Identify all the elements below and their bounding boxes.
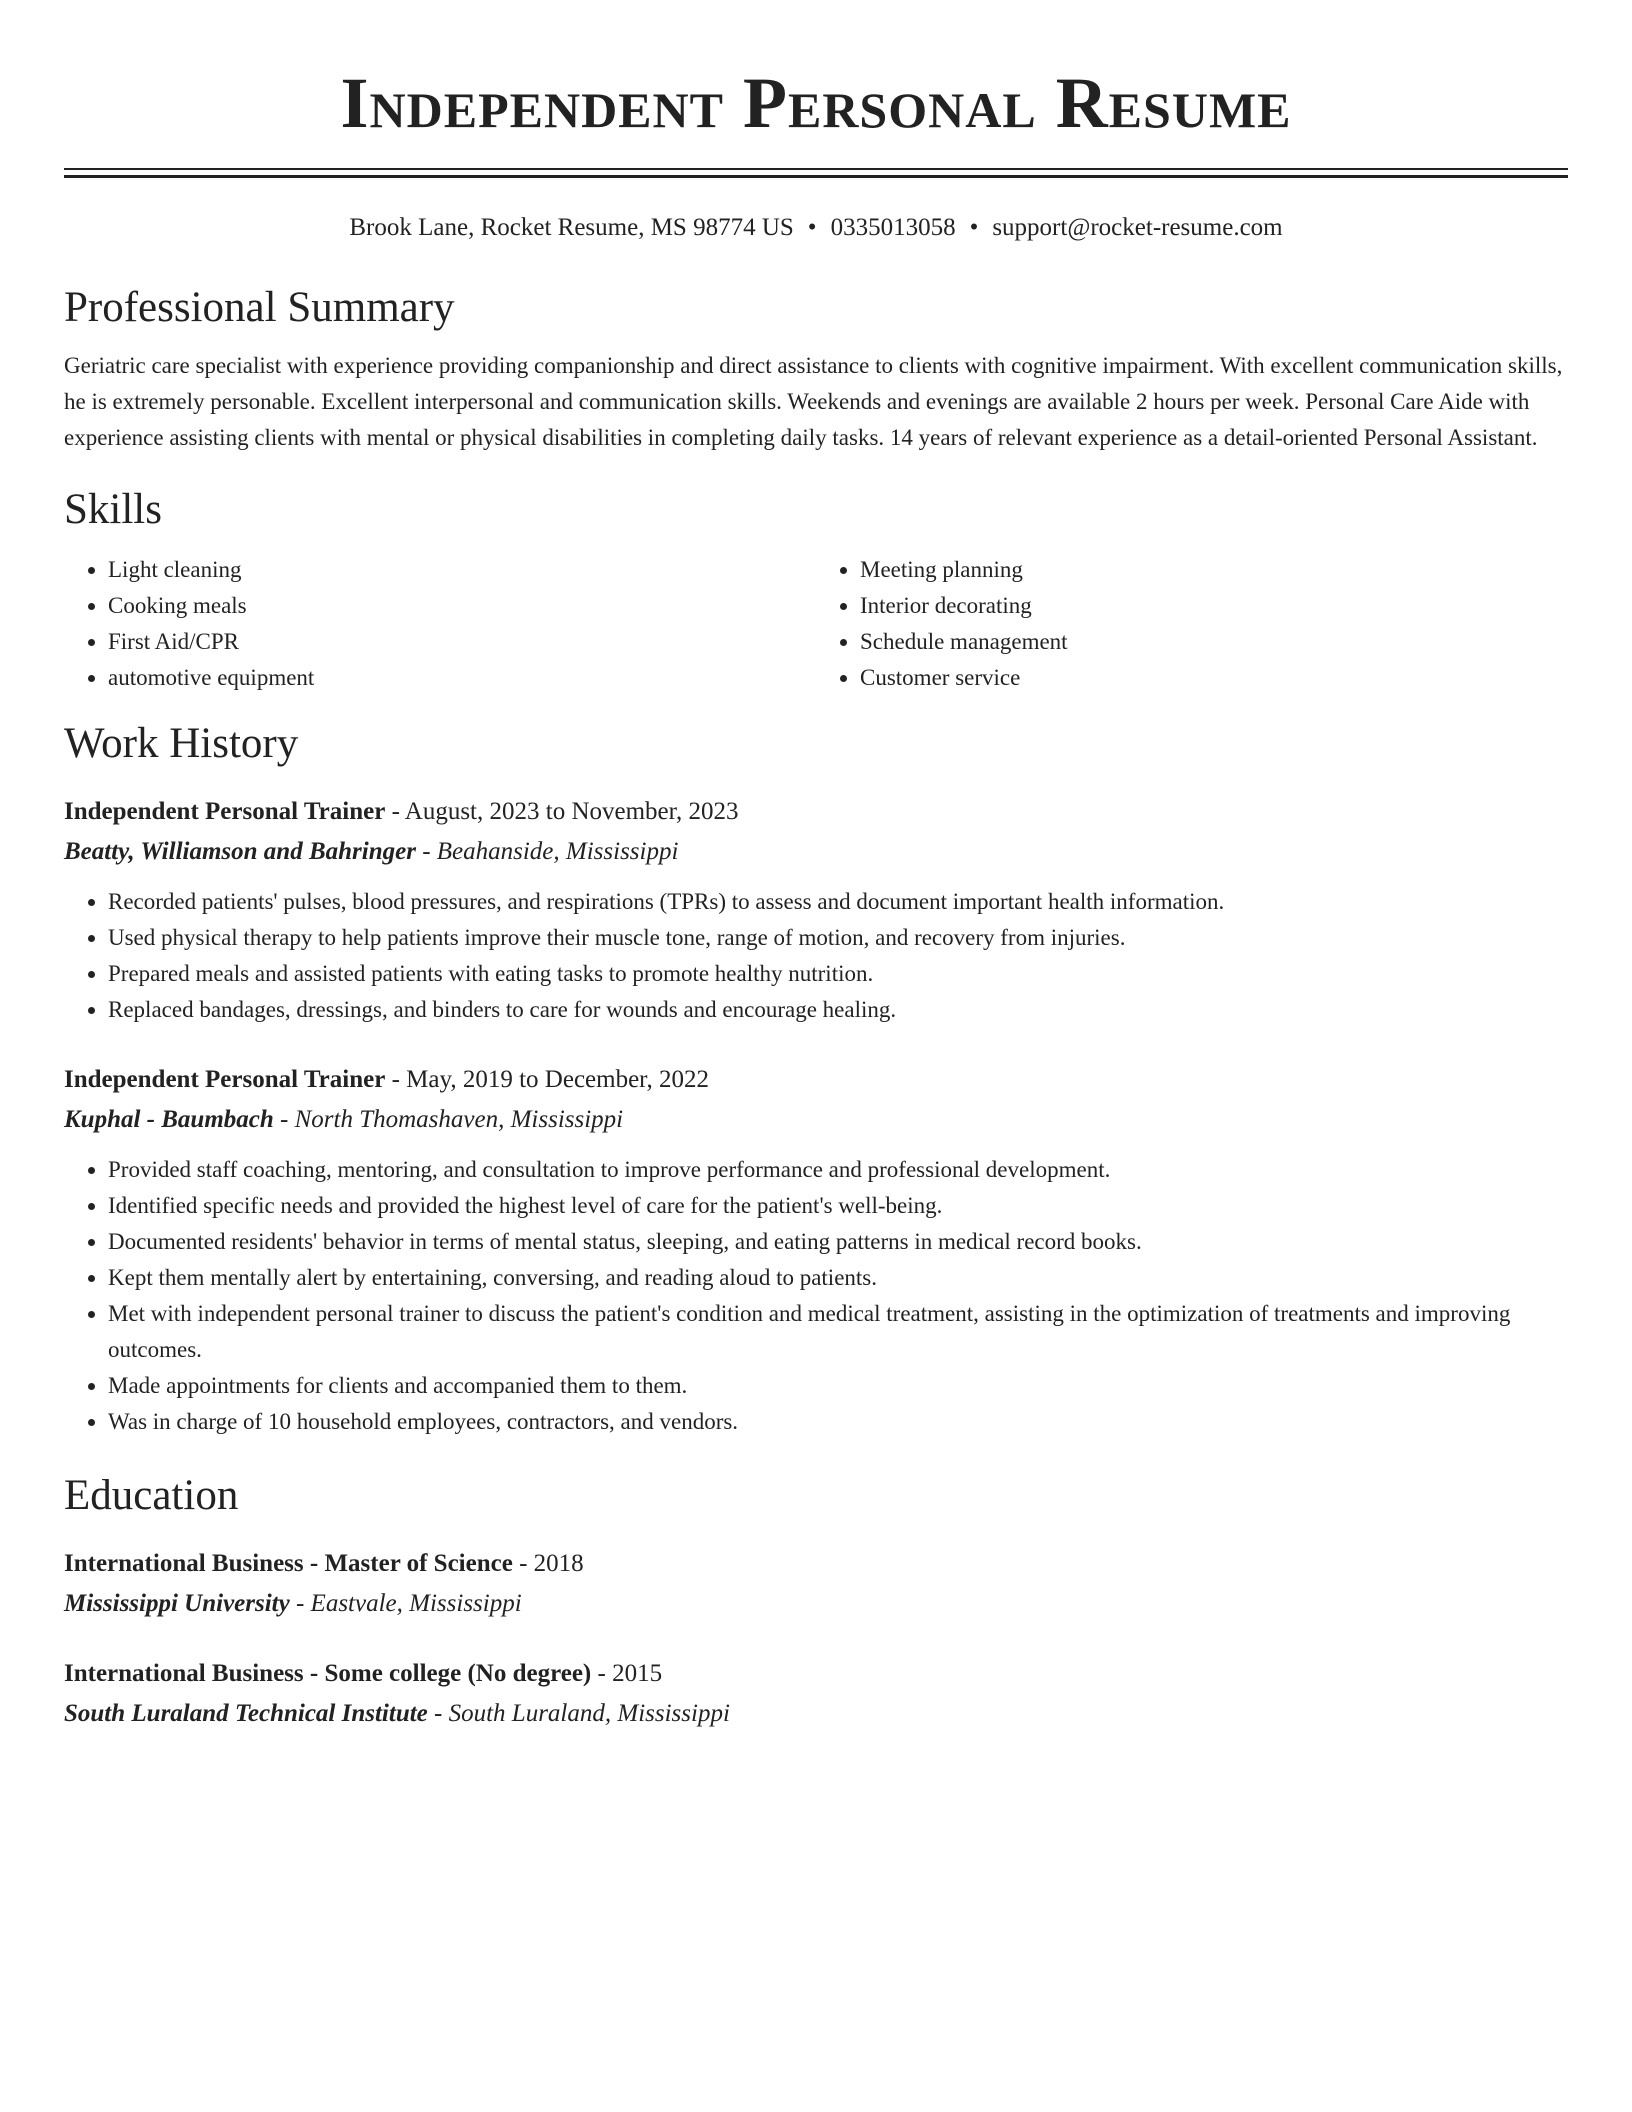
skill-item: • Cooking meals bbox=[108, 588, 816, 624]
job-title: Independent Personal Trainer bbox=[64, 1066, 386, 1093]
job-location: - Beahanside, Mississippi bbox=[415, 838, 679, 865]
education-entry bbox=[64, 1546, 1568, 1622]
education-entry bbox=[64, 1656, 1568, 1732]
skill-item: • Customer service bbox=[860, 660, 1568, 696]
job-company-line bbox=[64, 1102, 1568, 1138]
education-school: Mississippi University bbox=[64, 1590, 290, 1617]
job-title-line bbox=[64, 794, 1568, 830]
resume-page bbox=[64, 0, 1568, 1732]
education-location: - South Luraland, Mississippi bbox=[427, 1700, 730, 1727]
job-company: Beatty, Williamson and Bahringer bbox=[64, 838, 416, 865]
job-bullet: • Met with independent personal trainer to discuss the patient's condition and medical treatment, assisting in the optimization of treatments and improving outcomes. bbox=[108, 1296, 1568, 1368]
job-bullet: • Replaced bandages, dressings, and binders to care for wounds and encourage healing. bbox=[108, 992, 1568, 1028]
skill-item: • Interior decorating bbox=[860, 588, 1568, 624]
work-history-heading: Work History bbox=[64, 720, 299, 767]
skill-item: • Schedule management bbox=[860, 624, 1568, 660]
job-dates: - August, 2023 to November, 2023 bbox=[385, 798, 739, 825]
education-year: - 2015 bbox=[591, 1660, 663, 1687]
contact-phone: 0335013058 bbox=[830, 214, 956, 241]
contact-separator: • bbox=[969, 214, 979, 241]
job-title-line bbox=[64, 1062, 1568, 1098]
job-bullet: • Provided staff coaching, mentoring, and consultation to improve performance and professional development. bbox=[108, 1152, 1568, 1188]
skills-list-left bbox=[64, 552, 816, 696]
job-entry bbox=[64, 794, 1568, 1028]
job-bullets bbox=[64, 1152, 1568, 1440]
skills-list-right bbox=[816, 552, 1568, 696]
education-degree-line bbox=[64, 1546, 1568, 1582]
job-bullet: • Used physical therapy to help patients improve their muscle tone, range of motion, and recovery from injuries. bbox=[108, 920, 1568, 956]
education-degree: International Business - Some college (No degree) bbox=[64, 1660, 592, 1687]
contact-email: support@rocket-resume.com bbox=[992, 214, 1283, 241]
summary-text: Geriatric care specialist with experience providing companionship and direct assistance to clients with cognitive impairment. With excellent communication skills, he is extremely personable. Excellent interpersonal and communication skills. Weekends and evenings are available 2 hours per week. Personal Care Aide with experience assisting clients with mental or physical disabilities in completing daily tasks. 14 years of relevant experience as a detail-oriented Personal Assistant. bbox=[64, 353, 1563, 450]
job-company: Kuphal - Baumbach bbox=[64, 1106, 274, 1133]
job-bullet: • Made appointments for clients and accompanied them to them. bbox=[108, 1368, 1568, 1404]
job-bullets bbox=[64, 884, 1568, 1028]
job-bullet: • Was in charge of 10 household employees, contractors, and vendors. bbox=[108, 1404, 1568, 1440]
skill-item: • automotive equipment bbox=[108, 660, 816, 696]
job-location: - North Thomashaven, Mississippi bbox=[273, 1106, 624, 1133]
contact-address: Brook Lane, Rocket Resume, MS 98774 US bbox=[349, 214, 794, 241]
education-degree-line bbox=[64, 1656, 1568, 1692]
skill-item: • Light cleaning bbox=[108, 552, 816, 588]
job-bullet: • Recorded patients' pulses, blood pressures, and respirations (TPRs) to assess and document important health information. bbox=[108, 884, 1568, 920]
summary-heading: Professional Summary bbox=[64, 284, 455, 331]
job-bullet: • Documented residents' behavior in terms of mental status, sleeping, and eating patterns in medical record books. bbox=[108, 1224, 1568, 1260]
skills-columns bbox=[64, 552, 1568, 696]
skill-item: • Meeting planning bbox=[860, 552, 1568, 588]
job-bullet: • Prepared meals and assisted patients with eating tasks to promote healthy nutrition. bbox=[108, 956, 1568, 992]
education-degree: International Business - Master of Science bbox=[64, 1550, 513, 1577]
resume-name: Independent Personal Resume bbox=[340, 63, 1292, 143]
education-location: - Eastvale, Mississippi bbox=[289, 1590, 522, 1617]
job-bullet: • Kept them mentally alert by entertaining, conversing, and reading aloud to patients. bbox=[108, 1260, 1568, 1296]
job-bullet: • Identified specific needs and provided the highest level of care for the patient's well-being. bbox=[108, 1188, 1568, 1224]
job-entry bbox=[64, 1062, 1568, 1440]
education-school: South Luraland Technical Institute bbox=[64, 1700, 428, 1727]
skills-heading: Skills bbox=[64, 486, 162, 533]
title-double-rule bbox=[64, 168, 1568, 178]
education-year: - 2018 bbox=[512, 1550, 584, 1577]
skill-item: • First Aid/CPR bbox=[108, 624, 816, 660]
education-school-line bbox=[64, 1586, 1568, 1622]
education-heading: Education bbox=[64, 1472, 239, 1519]
job-title: Independent Personal Trainer bbox=[64, 798, 386, 825]
job-company-line bbox=[64, 834, 1568, 870]
contact-separator: • bbox=[807, 214, 817, 241]
education-school-line bbox=[64, 1696, 1568, 1732]
contact-line bbox=[64, 212, 1568, 244]
job-dates: - May, 2019 to December, 2022 bbox=[385, 1066, 710, 1093]
